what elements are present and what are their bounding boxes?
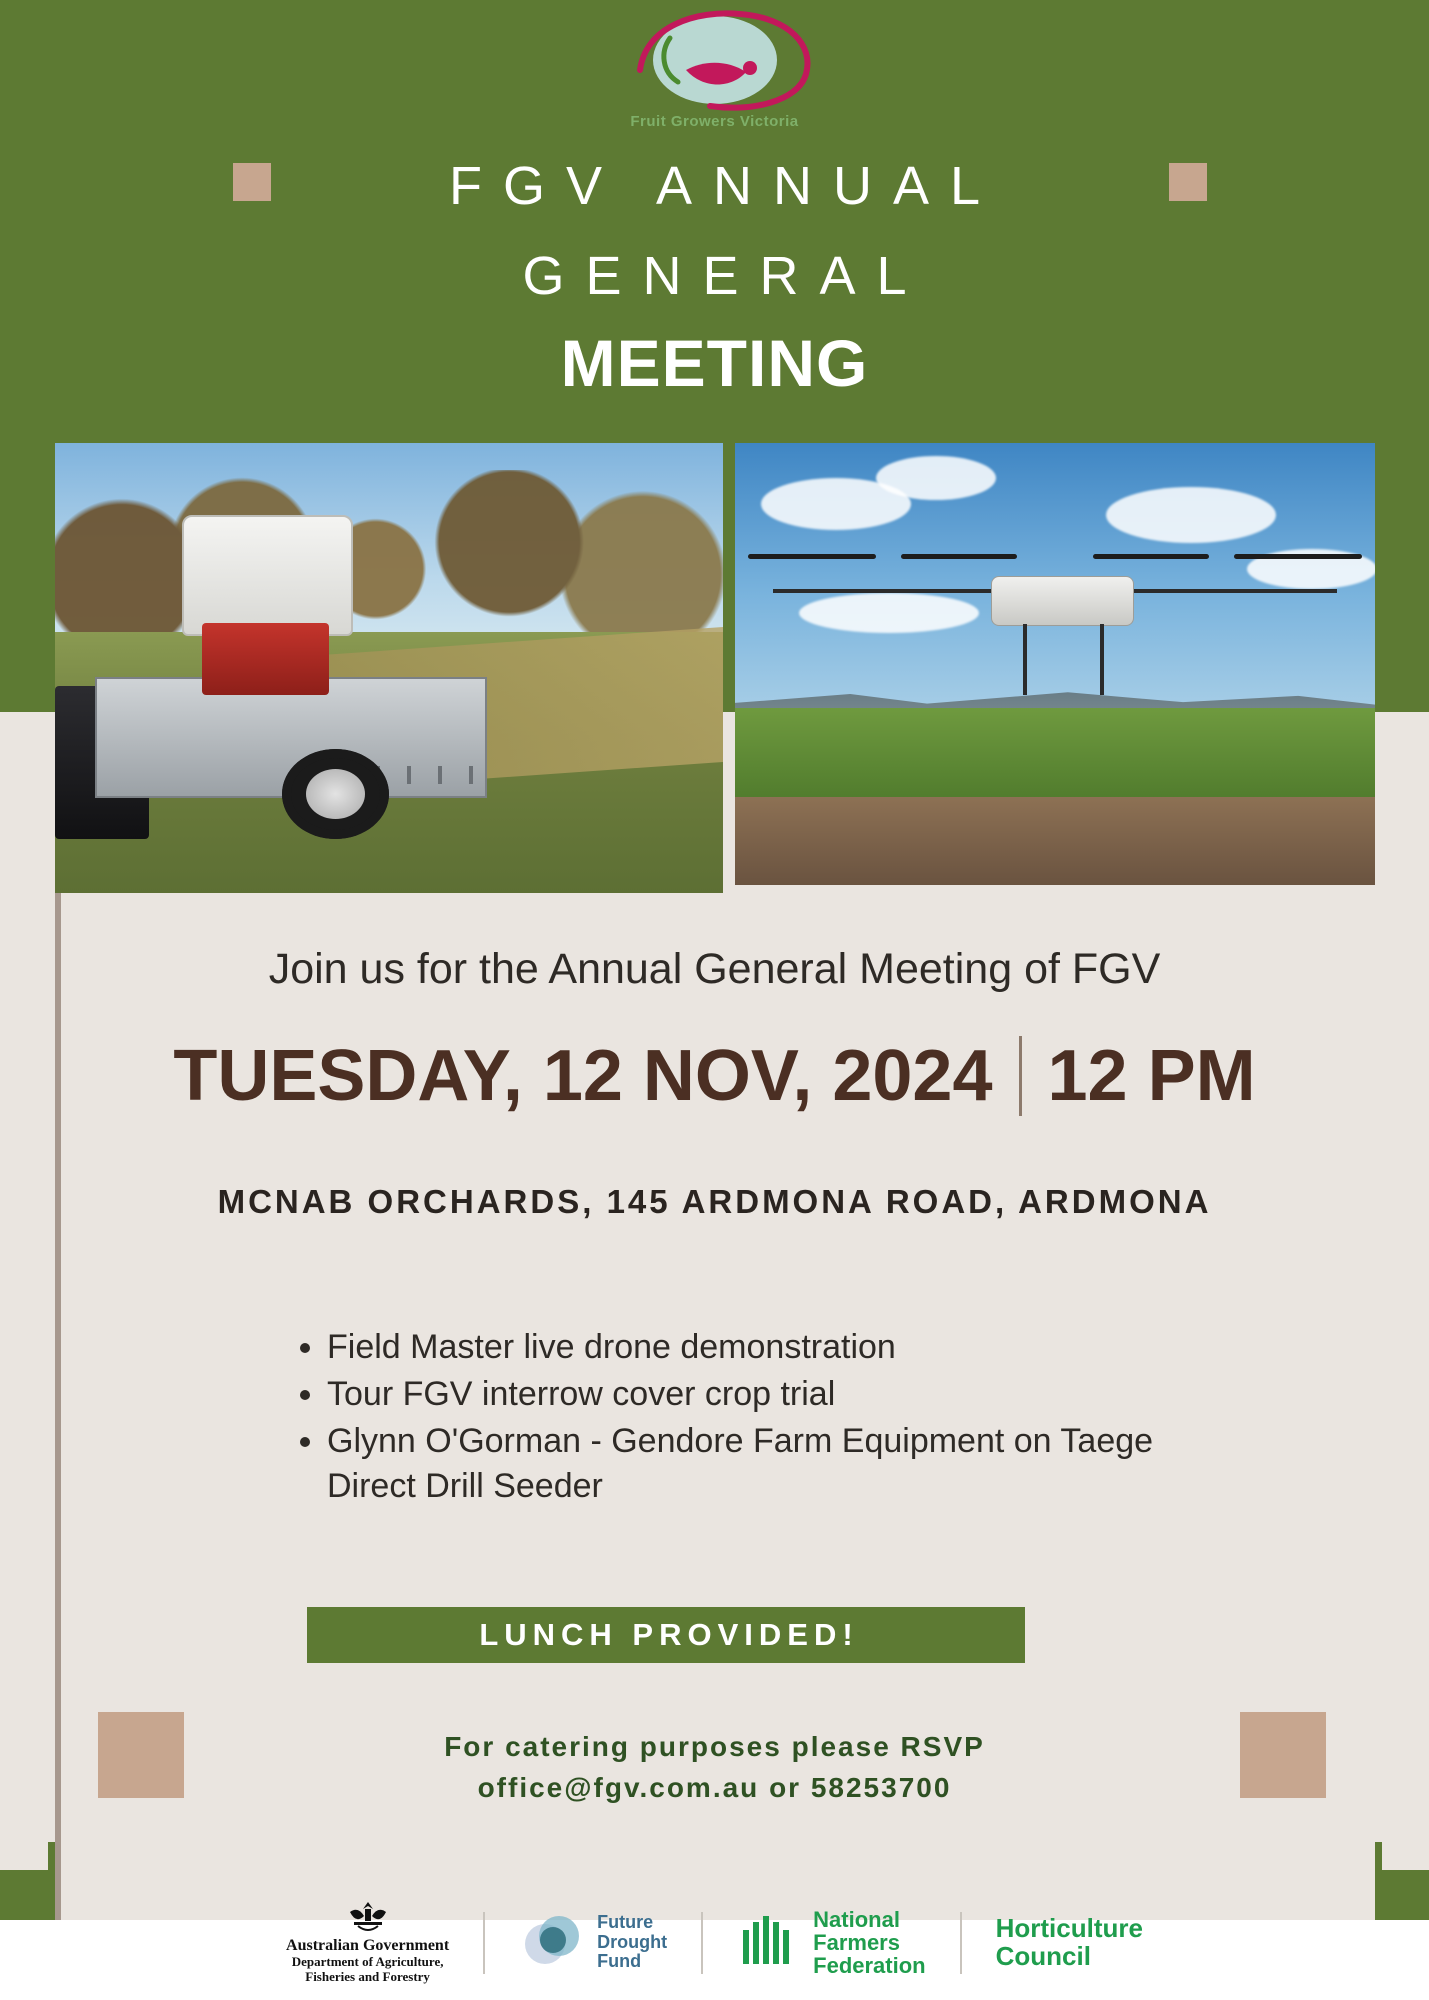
- list-item: • Tour FGV interrow cover crop trial: [327, 1372, 1185, 1417]
- fdf-line-3: Fund: [597, 1951, 642, 1972]
- intro-text: Join us for the Annual General Meeting of FGV: [268, 945, 1161, 993]
- event-time: 12 PM: [1047, 1036, 1256, 1116]
- drought-fund-circles-icon: [519, 1906, 587, 1979]
- date-time-divider: [1019, 1036, 1022, 1116]
- photo-metering-unit: [202, 623, 329, 695]
- nff-wheat-icon: [737, 1912, 803, 1973]
- photo-seeder-wheel: [282, 749, 389, 839]
- footer-logo-row: [0, 1885, 1429, 2000]
- fdf-line-1: Future: [597, 1911, 654, 1932]
- agenda-list: [285, 1325, 1185, 1511]
- photo-orchard-trees: [55, 470, 723, 650]
- horticulture-council-logo: [996, 1915, 1143, 1970]
- poster-title-line-2: GENERAL: [522, 246, 928, 306]
- photo-seed-hopper: [182, 515, 353, 636]
- aus-gov-line-3: Fisheries and Forestry: [305, 1969, 430, 1985]
- national-farmers-federation-logo: [737, 1908, 925, 1977]
- logo-divider: [483, 1912, 485, 1974]
- nff-line-1: National: [813, 1906, 900, 1932]
- commonwealth-crest-icon: [286, 1900, 449, 1937]
- photo-crop-field: [735, 708, 1375, 805]
- nff-line-2: Farmers: [813, 1929, 900, 1955]
- australian-government-logo: [286, 1900, 449, 1985]
- poster-title-line-3: MEETING: [560, 326, 869, 400]
- aus-gov-line-1: Australian Government: [286, 1937, 450, 1955]
- event-venue: MCNAB ORCHARDS, 145 ARDMONA ROAD, ARDMONA: [217, 1183, 1212, 1220]
- fgv-logo: [600, 8, 830, 138]
- lunch-banner: LUNCH PROVIDED!: [307, 1607, 1025, 1663]
- hc-line-1: Horticulture: [995, 1913, 1143, 1944]
- future-drought-fund-logo: [519, 1906, 667, 1979]
- event-date: TUESDAY, 12 NOV, 2024: [173, 1036, 993, 1116]
- logo-divider: [701, 1912, 703, 1974]
- fdf-line-2: Drought: [597, 1931, 668, 1952]
- photo-soil-foreground: [735, 797, 1375, 885]
- rsvp-block: [0, 1727, 1429, 1808]
- photo-drone-body: [991, 576, 1134, 627]
- photo-agricultural-drone: [735, 443, 1375, 885]
- rsvp-line-2: office@fgv.com.au or 58253700: [477, 1771, 952, 1803]
- nff-line-3: Federation: [813, 1953, 926, 1979]
- list-item: • Field Master live drone demonstration: [327, 1325, 1185, 1370]
- rsvp-line-1: For catering purposes please RSVP: [444, 1731, 985, 1762]
- fgv-logo-caption: Fruit Growers Victoria: [630, 113, 799, 130]
- poster-title-line-1: FGV ANNUAL: [448, 156, 1002, 216]
- aus-gov-line-2: Department of Agriculture,: [291, 1954, 444, 1970]
- logo-divider: [960, 1912, 962, 1974]
- photo-seeder-in-orchard: [55, 443, 723, 893]
- hc-line-2: Council: [995, 1940, 1091, 1971]
- date-time-row: [0, 1035, 1429, 1117]
- list-item: • Glynn O'Gorman - Gendore Farm Equipment on Taege Direct Drill Seeder: [327, 1419, 1185, 1509]
